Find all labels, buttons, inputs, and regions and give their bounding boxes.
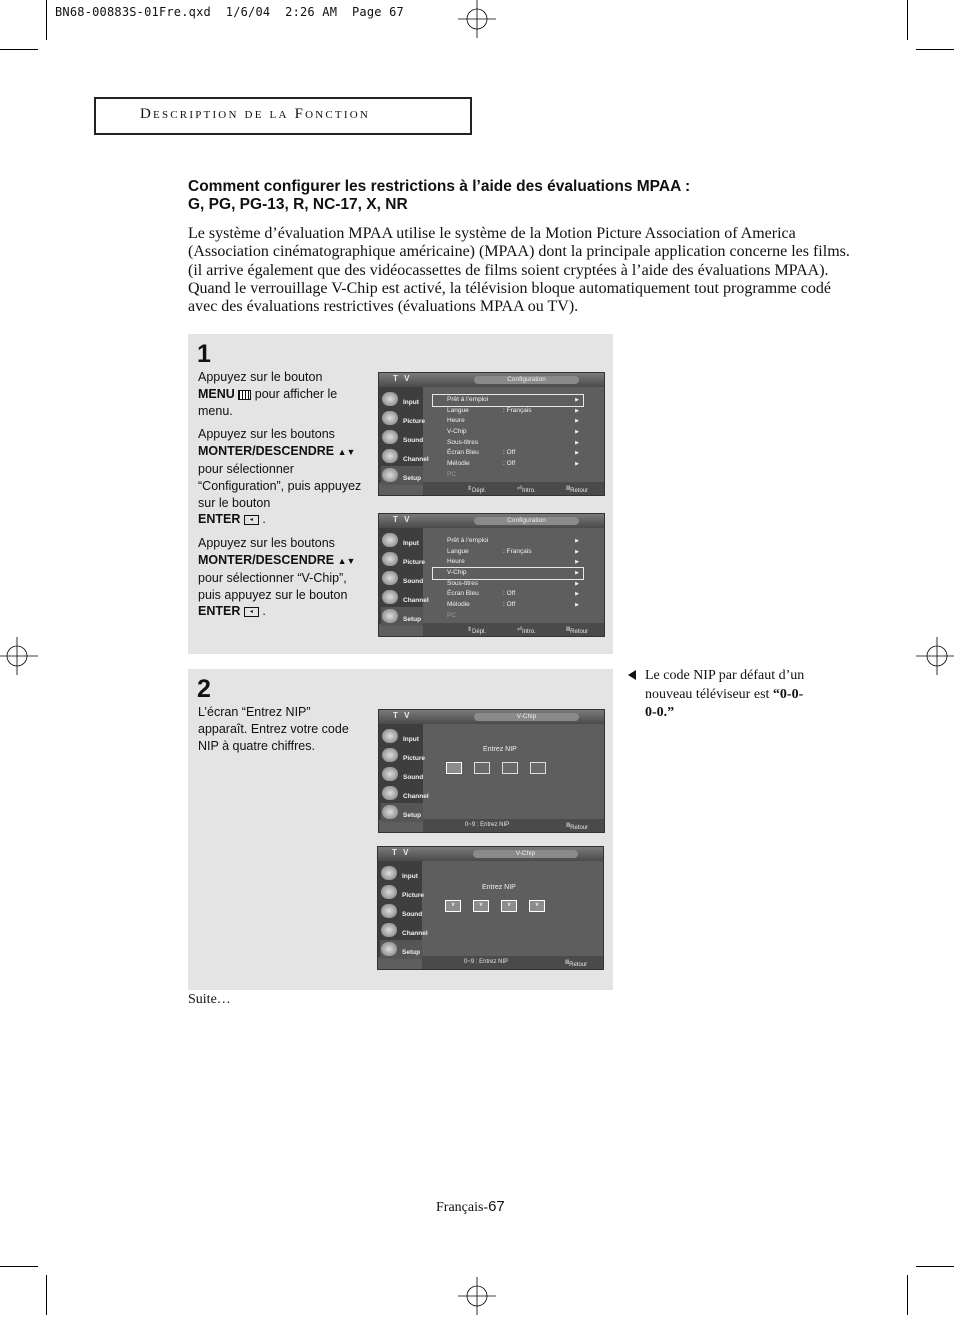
input-icon (382, 533, 398, 547)
heading-line-2: G, PG, PG-13, R, NC-17, X, NR (188, 196, 408, 213)
menu-row-vchip: V-Chip ▶ (433, 568, 583, 579)
sound-icon (382, 767, 398, 781)
tv-screen-pin-entry-2 (377, 846, 604, 970)
pin-box-2 (474, 762, 490, 774)
tv-menu-title: Configuration (474, 376, 579, 384)
tv-sidebar (379, 724, 429, 820)
page-footer (436, 1198, 505, 1216)
up-down-button-label: MONTER/DESCENDRE (198, 444, 335, 459)
pin-box-3: * (501, 900, 517, 912)
section-title: Description de la Fonction (140, 106, 371, 122)
sidebar-item-setup: Setup (380, 940, 422, 959)
note-text: Le code NIP par défaut d’un nouveau téléviseur est (645, 668, 805, 702)
enter-icon: ◂ (244, 515, 259, 525)
pin-prompt: Entrez NIP (483, 746, 517, 753)
footer-move: ⇕ Dépl. (467, 486, 487, 494)
tv-label: T V (393, 515, 412, 524)
menu-row-language: Langue : Français ▶ (447, 547, 579, 555)
heading-line-1: Comment configurer les restrictions à l’aide des évaluations MPAA : (188, 178, 691, 195)
tv-screen-configuration-1 (378, 372, 605, 496)
tv-menu-title: Configuration (474, 517, 579, 525)
pin-box-1 (446, 762, 462, 774)
footer-pin-hint: 0~9 : Entrez NIP (465, 822, 510, 828)
sidebar-item-channel: Channel (381, 447, 423, 466)
input-icon (382, 729, 398, 743)
tv-sidebar (379, 387, 429, 483)
tv-menu-title: V-Chip (474, 713, 579, 721)
step-1-number: 1 (197, 340, 211, 368)
pin-box-4: * (529, 900, 545, 912)
sidebar-item-setup: Setup (381, 607, 423, 626)
channel-icon (382, 786, 398, 800)
page-number: 67 (488, 1198, 505, 1215)
footer-pin-hint: 0~9 : Entrez NIP (464, 959, 509, 965)
sidebar-item-sound: Sound (381, 765, 423, 784)
up-down-arrows-icon: ▲▼ (337, 555, 356, 566)
tv-menu-list (433, 395, 583, 481)
setup-icon (382, 805, 398, 819)
sidebar-item-input: Input (380, 864, 422, 883)
menu-row-plug-and-play: Prêt à l’emploi ▶ (447, 537, 579, 544)
channel-icon (382, 449, 398, 463)
footer-return: Ⅲ Retour (566, 486, 589, 494)
sidebar-item-input: Input (381, 727, 423, 746)
footer-return: Ⅲ Retour (566, 823, 589, 831)
footer-language: Français- (436, 1200, 489, 1215)
menu-row-pc: PC (447, 611, 457, 619)
picture-icon (382, 552, 398, 566)
registration-mark-bottom (458, 1277, 496, 1315)
crop-mark (907, 0, 908, 40)
sidebar-item-channel: Channel (381, 588, 423, 607)
menu-icon (238, 390, 251, 400)
step-1-para-3: Appuyez sur les boutons MONTER/DESCENDRE ▲▼ pour sélectionner “V-Chip”, puis appuyez sur le bouton ENTER ◂ . (198, 536, 356, 619)
sidebar-item-channel: Channel (381, 784, 423, 803)
menu-row-language: Langue : Français ▶ (447, 406, 579, 414)
crop-mark (46, 0, 47, 40)
step-1-instructions (198, 369, 368, 627)
menu-row-captions: Sous-titres ▶ (447, 438, 579, 446)
pin-box-1: * (445, 900, 461, 912)
sound-icon (381, 904, 397, 918)
sidebar-item-setup: Setup (381, 466, 423, 485)
print-slug: BN68-00883S-01Fre.qxd 1/6/04 2:26 AM Page 67 (55, 5, 404, 19)
picture-icon (381, 885, 397, 899)
tv-sidebar (379, 528, 429, 624)
registration-mark-right (916, 637, 954, 675)
menu-row-pc: PC (447, 470, 457, 478)
picture-icon (382, 748, 398, 762)
channel-icon (382, 590, 398, 604)
note-code: “0-0-0-0.” (645, 686, 804, 720)
tv-screen-configuration-2 (378, 513, 605, 637)
default-pin-note (645, 667, 810, 723)
sidebar-item-input: Input (381, 531, 423, 550)
crop-mark (916, 1266, 954, 1267)
menu-row-time: Heure ▶ (447, 417, 579, 425)
menu-row-plug-and-play: Prêt à l’emploi ▶ (433, 395, 583, 406)
sidebar-item-picture: Picture (380, 883, 422, 902)
step-1-p2-text: Appuyez sur les boutons (198, 427, 335, 442)
note-arrow-icon (628, 670, 636, 680)
page-heading (188, 178, 848, 214)
footer-enter: ⏎ Intro. (517, 627, 536, 635)
sound-icon (382, 571, 398, 585)
input-icon (381, 866, 397, 880)
setup-icon (381, 942, 397, 956)
sidebar-item-channel: Channel (380, 921, 422, 940)
sidebar-item-picture: Picture (381, 746, 423, 765)
menu-row-captions: Sous-titres ▶ (447, 579, 579, 587)
setup-icon (382, 609, 398, 623)
tv-sidebar (378, 861, 428, 957)
crop-mark (907, 1275, 908, 1315)
footer-move: ⇕ Dépl. (467, 627, 487, 635)
input-icon (382, 392, 398, 406)
sidebar-item-sound: Sound (381, 428, 423, 447)
registration-mark-left (0, 637, 38, 675)
menu-row-time: Heure ▶ (447, 558, 579, 566)
step-2-instructions: L’écran “Entrez NIP” apparaît. Entrez votre code NIP à quatre chiffres. (198, 705, 349, 753)
tv-footer (423, 623, 604, 636)
channel-icon (381, 923, 397, 937)
sound-icon (382, 430, 398, 444)
menu-row-vchip: V-Chip ▶ (447, 428, 579, 436)
continued-label: Suite… (188, 992, 231, 1007)
sidebar-item-sound: Sound (381, 569, 423, 588)
tv-label: T V (393, 374, 412, 383)
up-down-arrows-icon: ▲▼ (337, 447, 356, 458)
enter-icon: ◂ (244, 607, 259, 617)
step-1-p1-text: Appuyez sur le bouton (198, 370, 323, 384)
enter-button-label: ENTER (198, 604, 241, 619)
menu-row-blue-screen: Écran Bleu : Off ▶ (447, 449, 579, 457)
sidebar-item-setup: Setup (381, 803, 423, 822)
tv-menu-list (433, 536, 583, 622)
registration-mark-top (458, 0, 496, 38)
tv-label: T V (392, 848, 411, 857)
pin-box-4 (530, 762, 546, 774)
tv-footer (422, 956, 603, 969)
step-1-para-2: Appuyez sur les boutons MONTER/DESCENDRE ▲▼ pour sélectionner “Configuration”, puis appuyez sur le bouton ENTER ◂ . (198, 427, 362, 527)
tv-label: T V (393, 711, 412, 720)
tv-screen-pin-entry-1 (378, 709, 605, 833)
step-1-p3-text: Appuyez sur les boutons (198, 536, 335, 551)
step-1-p2-rest: pour sélectionner “Configuration”, puis appuyez sur le bouton (198, 461, 362, 510)
sidebar-item-picture: Picture (381, 409, 423, 428)
footer-return: Ⅲ Retour (566, 627, 589, 635)
crop-mark (46, 1275, 47, 1315)
menu-button-label: MENU (198, 386, 235, 401)
sidebar-item-input: Input (381, 390, 423, 409)
step-2-number: 2 (197, 675, 211, 703)
pin-prompt: Entrez NIP (482, 884, 516, 891)
intro-paragraph: Le système d’évaluation MPAA utilise le système de la Motion Picture Association of America (Association cinématographique américaine) (MPAA) dont la principale application concerne les films. (il arrive également que des vidéocassettes de films soient cryptées à l’aide des évaluations MPAA). Quand le verrouillage V-Chip est activé, la télévision bloque automatiquement tout programme codé avec des évaluations restrictives (évaluations MPAA ou TV). (188, 225, 850, 316)
crop-mark (0, 1266, 38, 1267)
pin-box-3 (502, 762, 518, 774)
enter-button-label: ENTER (198, 512, 241, 527)
footer-return: Ⅲ Retour (565, 960, 588, 968)
menu-row-blue-screen: Écran Bleu : Off ▶ (447, 590, 579, 598)
menu-row-melody: Mélodie : Off ▶ (447, 460, 579, 468)
picture-icon (382, 411, 398, 425)
tv-footer (423, 819, 604, 832)
step-1-p1-rest: pour afficher le menu. (198, 386, 338, 418)
sidebar-item-sound: Sound (380, 902, 422, 921)
sidebar-item-picture: Picture (381, 550, 423, 569)
step-1-para-1 (198, 369, 368, 419)
step-1-p3-rest: pour sélectionner “V-Chip”, puis appuyez sur le bouton (198, 570, 348, 602)
tv-menu-title: V-Chip (473, 850, 578, 858)
crop-mark (916, 49, 954, 50)
up-down-button-label: MONTER/DESCENDRE (198, 552, 335, 567)
tv-footer (423, 482, 604, 495)
menu-row-melody: Mélodie : Off ▶ (447, 601, 579, 609)
footer-enter: ⏎ Intro. (517, 486, 536, 494)
pin-box-2: * (473, 900, 489, 912)
setup-icon (382, 468, 398, 482)
crop-mark (0, 49, 38, 50)
